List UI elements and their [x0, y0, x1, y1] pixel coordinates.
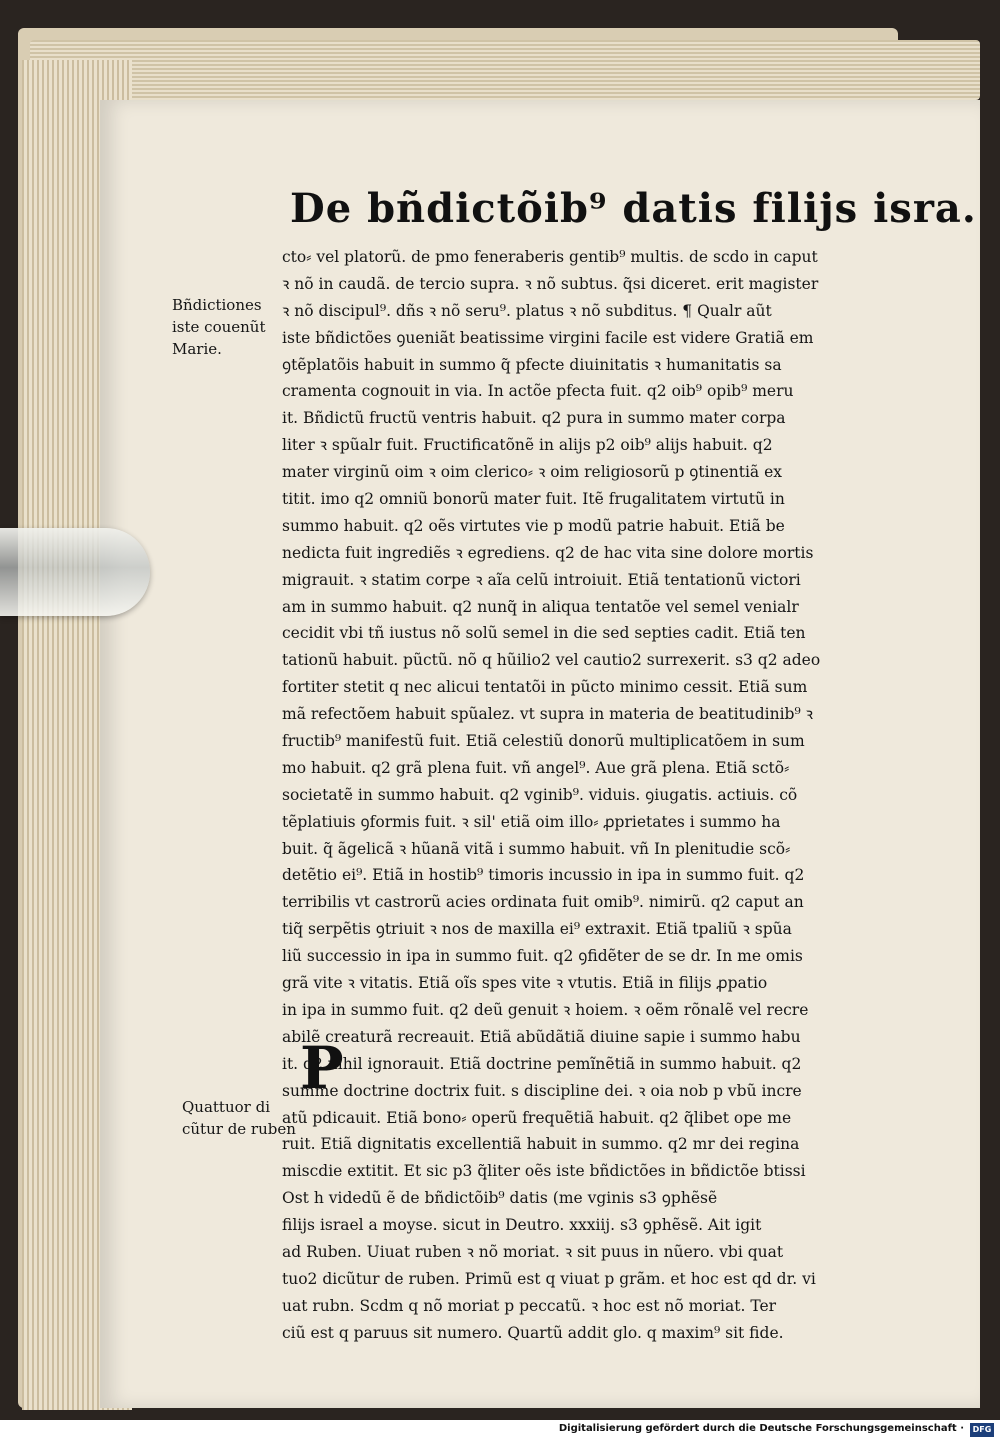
text-line: liter ꝛ spũalr fuit. Fructificatõnẽ in alijs p2 oib⁹ alijs habuit. q2 [282, 436, 773, 455]
text-line: ꝛ nõ in caudã. de tercio supra. ꝛ nõ subtus. q̃si diceret. erit magister [282, 274, 819, 293]
text-line: nedicta fuit ingrediẽs ꝛ egrediens. q2 de hac vita sine dolore mortis [282, 543, 814, 562]
text-line: iste bñdictões ꝯueniãt beatissime virgini facile est videre Gratiã em [282, 328, 814, 347]
margin-note-benedictiones [172, 294, 266, 360]
text-line: liũ successio in ipa in summo fuit. q2 ꝯfidẽter de se dr. In me omis [282, 947, 803, 966]
text-line: atũ pdicauit. Etiã bono⸗ operũ frequẽtiã habuit. q2 q̃libet ope me [282, 1108, 792, 1127]
footer-credit: Digitalisierung gefördert durch die Deutsche Forschungsgemeinschaft · [558, 1423, 964, 1434]
text-line: ad Ruben. Uiuat ruben ꝛ nõ moriat. ꝛ sit puus in nũero. vbi quat [282, 1242, 784, 1261]
text-line: ꝛ nõ discipul⁹. dñs ꝛ nõ seru⁹. platus ꝛ nõ subditus. ¶ Qualr aũt [282, 301, 772, 320]
text-line: in ipa in summo fuit. q2 deũ genuit ꝛ hoiem. ꝛ oẽm rõnalẽ vel recre [282, 1000, 809, 1019]
text-line: cto⸗ vel platorũ. de pmo feneraberis gentib⁹ multis. de scdo in caput [282, 248, 818, 266]
text-line: tationũ habuit. pũctũ. nõ q hũilio2 vel cautio2 surrexerit. s3 q2 adeo [282, 651, 821, 670]
text-line: Ost h videdũ ẽ de bñdictõib⁹ datis (me vginis s3 ꝯphẽsẽ [282, 1189, 718, 1208]
text-line: it. q2 nihil ignorauit. Etiã doctrine pemĩnẽtiã in summo habuit. q2 [282, 1054, 802, 1073]
text-line: cecidit vbi tñ iustus nõ solũ semel in die sed septies cadit. Etiã ten [282, 624, 806, 643]
text-line: mã refectõem habuit spũalez. vt supra in materia de beatitudinib⁹ ꝛ [282, 705, 813, 724]
text-line: ruit. Etiã dignitatis excellentiã habuit in summo. q2 mr dei regina [282, 1135, 800, 1154]
text-line: migrauit. ꝛ statim corpe ꝛ aĩa celũ introiuit. Etiã tentationũ victori [282, 570, 801, 589]
text-line: am in summo habuit. q2 nunq̃ in aliqua tentatõe vel semel venialr [282, 597, 799, 616]
margin-note-line: iste couenũt [172, 318, 266, 336]
text-line: cramenta cognouit in via. In actõe pfecta fuit. q2 oib⁹ opib⁹ meru [282, 382, 794, 401]
text-line: terribilis vt castrorũ acies ordinata fuit omib⁹. nimirũ. q2 caput an [282, 893, 804, 912]
text-line: fructib⁹ manifestũ fuit. Etiã celestiũ donorũ multiplicatõem in sum [282, 732, 805, 751]
text-line: it. Bñdictũ fructũ ventris habuit. q2 pura in summo mater corpa [282, 409, 786, 428]
text-line: grã vite ꝛ vitatis. Etiã oĩs spes vite ꝛ vtutis. Etiã in filijs ꝓpatio [282, 974, 768, 993]
text-line: tẽplatiuis ꝯformis fuit. ꝛ sil' etiã oim illo⸗ ꝓprietates i summo ha [282, 812, 781, 831]
text-line: ꝯtẽplatõis habuit in summo q̃ pfecte diuinitatis ꝛ humanitatis sa [282, 355, 782, 374]
text-line: societatẽ in summo habuit. q2 vginib⁹. viduis. ꝯiugatis. actiuis. cõ [282, 785, 798, 804]
text-line: summe doctrine doctrix fuit. s discipline dei. ꝛ oia nob p vbũ incre [282, 1081, 802, 1100]
text-line: ciũ est q paruus sit numero. Quartũ addit glo. q maxim⁹ sit fide. [282, 1323, 784, 1342]
body-text [282, 244, 862, 1347]
text-line: tiq̃ serpẽtis ꝯtriuit ꝛ nos de maxilla ei⁹ extraxit. Etiã tpaliũ ꝛ spũa [282, 920, 792, 939]
text-line: abilẽ creaturã recreauit. Etiã abũdãtiã diuine sapie i summo habu [282, 1027, 801, 1046]
text-line: fortiter stetit q nec alicui tentatõi in pũcto minimo cessit. Etiã sum [282, 678, 808, 697]
text-line: tuo2 dicũtur de ruben. Primũ est q viuat p grãm. et hoc est qd dr. vi [282, 1269, 816, 1288]
text-line: mo habuit. q2 grã plena fuit. vñ angel⁹. Aue grã plena. Etiã sctõ⸗ [282, 758, 790, 777]
margin-note-line: Marie. [172, 340, 222, 358]
text-line: detẽtio ei⁹. Etiã in hostib⁹ timoris incussio in ipa in summo fuit. q2 [282, 866, 805, 885]
text-line: buit. q̃ ãgelicã ꝛ hũanã vitã i summo habuit. vñ In plenitudie scõ⸗ [282, 839, 791, 858]
text-line: mater virginũ oim ꝛ oim clerico⸗ ꝛ oim religiosorũ p ꝯtinentiã ex [282, 463, 782, 482]
text-line: titit. imo q2 omniũ bonorũ mater fuit. Itẽ frugalitatem virtutũ in [282, 490, 785, 509]
page-heading: De bñdictõib⁹ datis filijs isra. [290, 185, 977, 232]
margin-note-line: Bñdictiones [172, 296, 262, 314]
text-line: filijs israel a moyse. sicut in Deutro. xxxiij. s3 ꝯphẽsẽ. Ait igit [282, 1216, 762, 1235]
dfg-logo: DFG [970, 1423, 994, 1437]
initial-letter: P [300, 1034, 344, 1102]
margin-note-line: cũtur de ruben [182, 1120, 296, 1138]
text-line: miscdie extitit. Et sic p3 q̃liter oẽs iste bñdictões in bñdictõe btissi [282, 1162, 806, 1181]
margin-note-quattuor [182, 1096, 296, 1140]
margin-note-line: Quattuor di [182, 1098, 270, 1116]
text-line: summo habuit. q2 oẽs virtutes vie p modũ patrie habuit. Etiã be [282, 516, 785, 535]
footer-bar [0, 1420, 1000, 1441]
glass-rod [0, 528, 150, 616]
page-edges-top [30, 40, 980, 100]
text-line: uat rubn. Scdm q nõ moriat p peccatũ. ꝛ hoc est nõ moriat. Ter [282, 1296, 777, 1315]
